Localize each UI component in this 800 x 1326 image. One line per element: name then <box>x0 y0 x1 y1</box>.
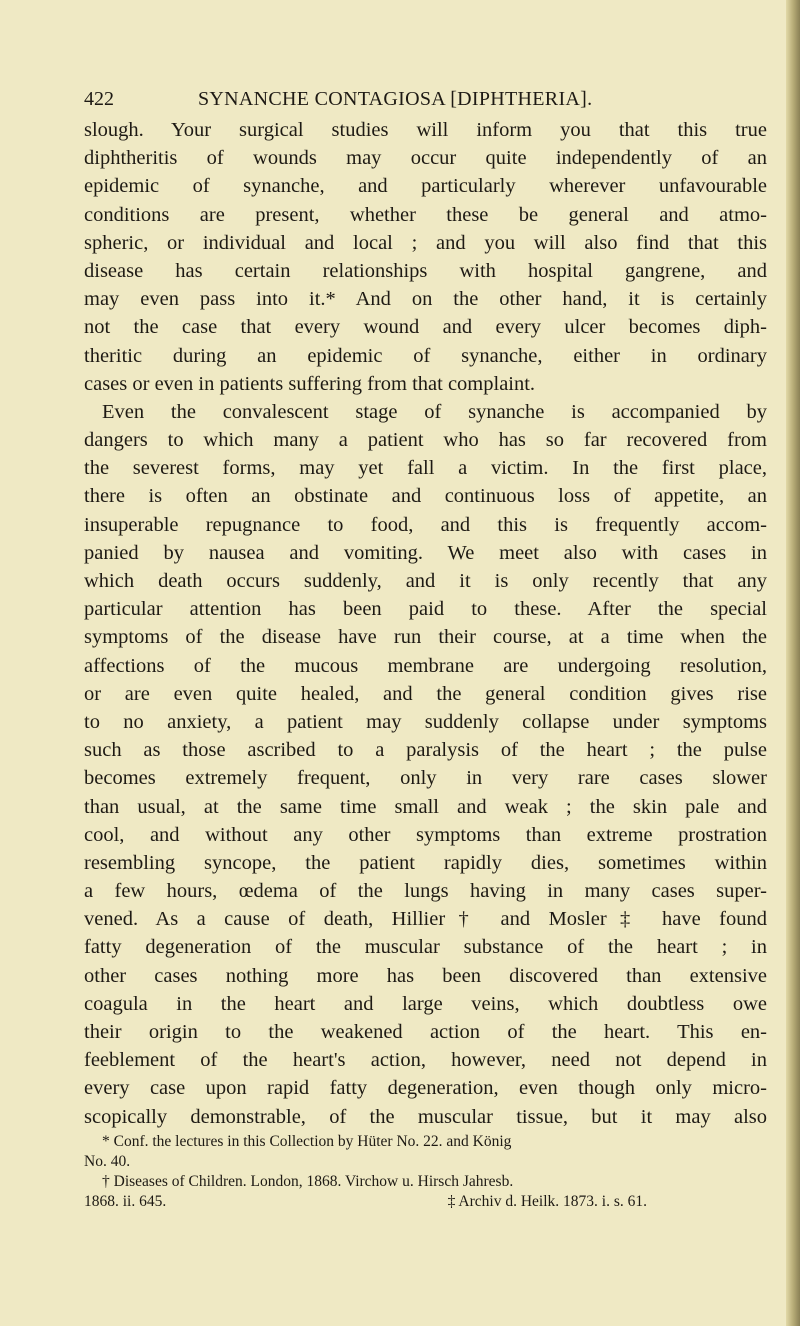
text-line: the severest forms, may yet fall a victim. In the first place, <box>84 457 767 480</box>
running-header <box>84 88 774 118</box>
text-line: conditions are present, whether these be general and atmo- <box>84 203 767 226</box>
text-line: scopically demonstrable, of the muscular tissue, but it may also <box>84 1105 767 1128</box>
text-line: may even pass into it.* And on the other hand, it is certainly <box>84 288 767 311</box>
text-line: disease has certain relationships with hospital gangrene, and <box>84 259 767 282</box>
text-line: dangers to which many a patient who has so far recovered from <box>84 429 767 452</box>
text-line: cases or even in patients suffering from that complaint. <box>84 372 536 395</box>
text-line: which death occurs suddenly, and it is only recently that any <box>84 570 767 592</box>
text-line: epidemic of synanche, and particularly wherever unfavourable <box>84 175 767 198</box>
text-line: particular attention has been paid to these. After the special <box>84 598 767 621</box>
text-line: panied by nausea and vomiting. We meet also with cases in <box>84 541 767 564</box>
text-line: diphtheritis of wounds may occur quite independently of an <box>84 147 767 170</box>
text-line: other cases nothing more has been discovered than extensive <box>84 964 767 987</box>
text-line: affections of the mucous membrane are undergoing resolution, <box>84 654 767 677</box>
body-text <box>84 116 767 1131</box>
footnote-1-cont: No. 40. <box>84 1153 131 1170</box>
text-line: such as those ascribed to a paralysis of the heart ; the pulse <box>84 739 767 762</box>
text-line: there is often an obstinate and continuous loss of appetite, an <box>84 485 767 508</box>
text-line: spheric, or individual and local ; and you will also find that this <box>84 231 767 254</box>
text-line: insuperable repugnance to food, and this is frequently accom- <box>84 513 767 536</box>
text-line: not the case that every wound and every ulcer becomes diph- <box>84 316 767 339</box>
page-number: 422 <box>84 88 114 110</box>
text-line: becomes extremely frequent, only in very rare cases slower <box>84 767 767 790</box>
text-line: fatty degeneration of the muscular substance of the heart ; in <box>84 936 767 959</box>
text-line: symptoms of the disease have run their course, at a time when the <box>84 626 767 649</box>
text-line: every case upon rapid fatty degeneration, even though only micro- <box>84 1077 767 1100</box>
footnote-1: * Conf. the lectures in this Collection by Hüter No. 22. and König <box>102 1133 512 1150</box>
footnote-2-cont: 1868. ii. 645. <box>84 1193 167 1210</box>
text-line: coagula in the heart and large veins, which doubtless owe <box>84 992 767 1015</box>
text-line: than usual, at the same time small and weak ; the skin pale and <box>84 795 767 818</box>
running-title: SYNANCHE CONTAGIOSA [DIPHTHERIA]. <box>198 88 593 110</box>
text-line: a few hours, œdema of the lungs having in many cases super- <box>84 880 767 903</box>
book-binding-edge <box>786 0 800 1326</box>
footnote-2: † Diseases of Children. London, 1868. Virchow u. Hirsch Jahresb. <box>102 1173 514 1190</box>
text-line: resembling syncope, the patient rapidly dies, sometimes within <box>84 851 767 874</box>
text-line: their origin to the weakened action of the heart. This en- <box>84 1021 767 1043</box>
text-line: cool, and without any other symptoms than extreme prostration <box>84 823 767 846</box>
text-line: slough. Your surgical studies will inform you that this true <box>84 119 767 141</box>
text-line: feeblement of the heart's action, however, need not depend in <box>84 1049 767 1072</box>
text-line: or are even quite healed, and the general condition gives rise <box>84 682 767 705</box>
text-line: vened. As a cause of death, Hillier† and Mosler‡ have found <box>84 908 767 931</box>
footnotes <box>84 1132 767 1212</box>
text-line: theritic during an epidemic of synanche, either in ordinary <box>84 344 767 367</box>
footnote-3: ‡ Archiv d. Heilk. 1873. i. s. 61. <box>447 1193 647 1210</box>
text-line: Even the convalescent stage of synanche is accompanied by <box>102 400 767 423</box>
text-line: to no anxiety, a patient may suddenly collapse under symptoms <box>84 710 767 733</box>
